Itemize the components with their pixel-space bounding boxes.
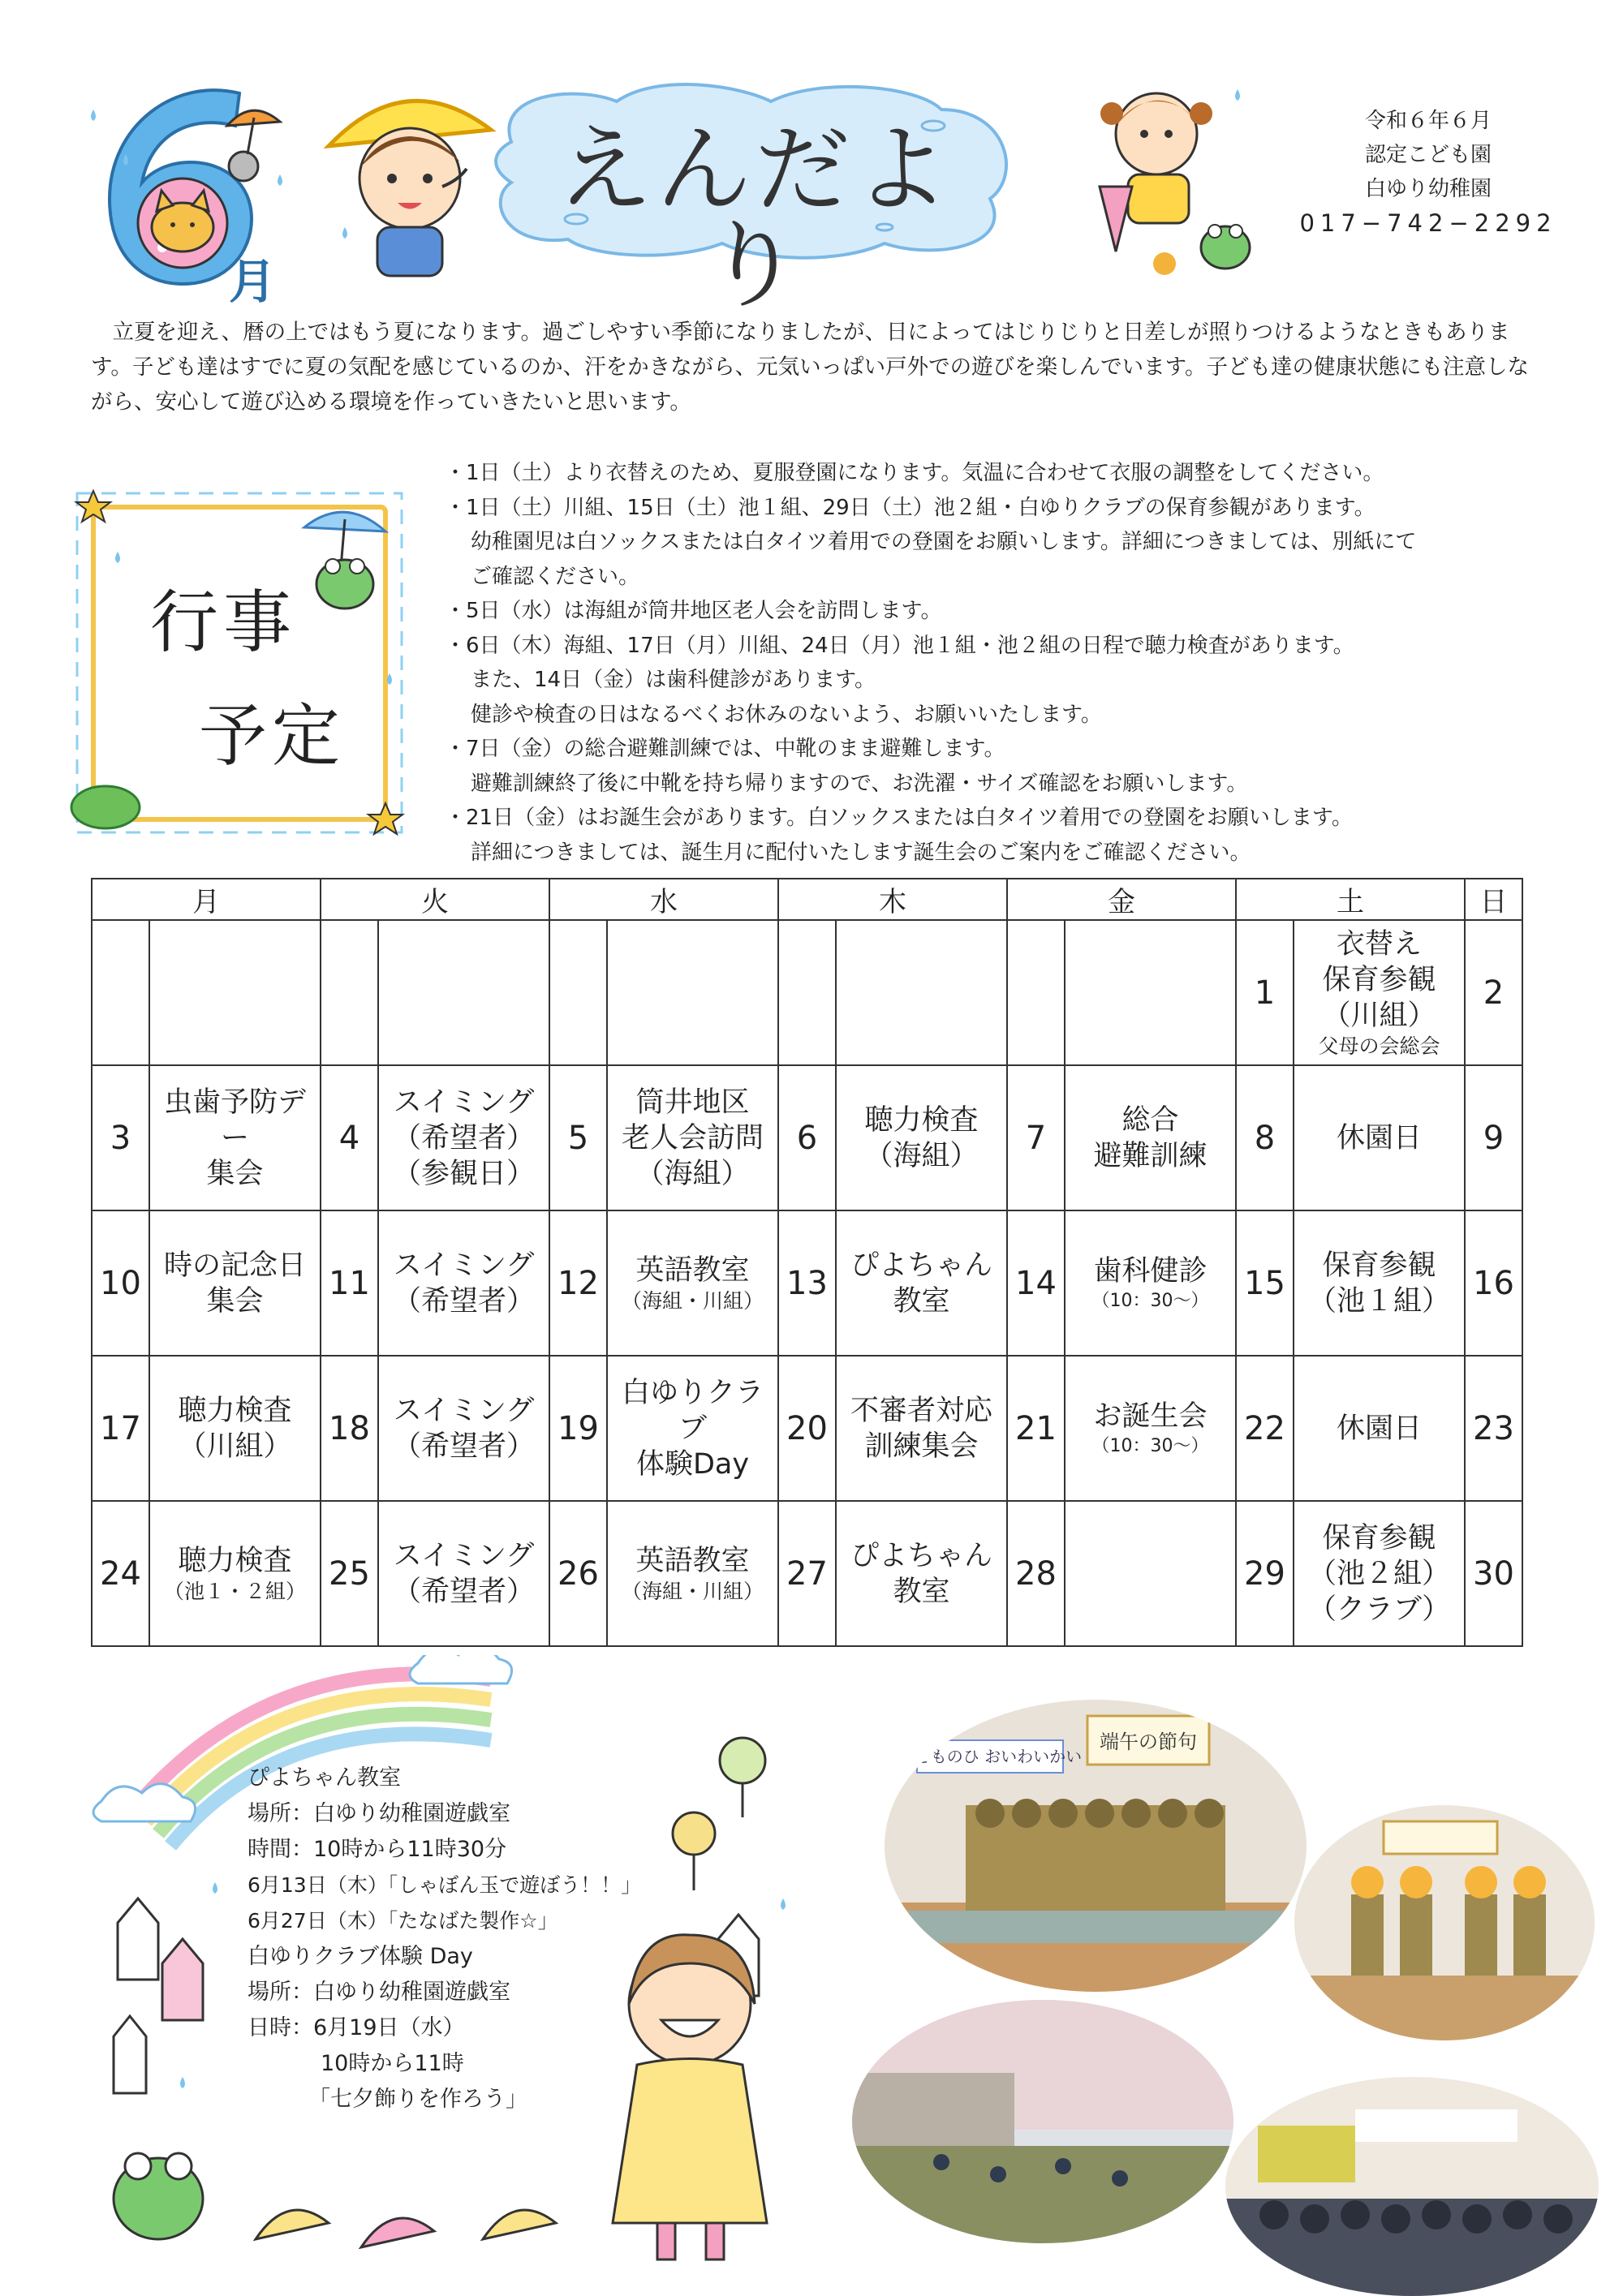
calendar-event-text: （川組） — [1322, 999, 1436, 1032]
calendar-event-text: 休園日 — [1336, 1121, 1422, 1154]
calendar-event-cell — [1294, 920, 1465, 1065]
calendar-date-number: 6 — [778, 1065, 836, 1210]
calendar-date-number: 25 — [321, 1501, 378, 1646]
calendar-event-text: 訓練集会 — [864, 1430, 979, 1463]
calendar-event-note: （池１・２組） — [163, 1579, 306, 1603]
calendar-event-text: 聴力検査 — [864, 1103, 979, 1137]
event-line: また、14日（金）は歯科健診があります。 — [471, 668, 876, 692]
calendar-date-number: 27 — [778, 1501, 836, 1646]
calendar-date-number: 7 — [1007, 1065, 1065, 1210]
calendar-event-text: （希望者） — [392, 1430, 535, 1463]
calendar-week-row — [92, 1065, 1522, 1210]
calendar-event-text: ぴよちゃん — [850, 1249, 992, 1282]
event-line: ・21日（金）はお誕生会があります。白ソックスまたは白タイツ着用での登園をお願いします。 — [445, 806, 1353, 830]
calendar-event-text: スイミング — [393, 1086, 535, 1119]
calendar-event-cell — [378, 1210, 549, 1356]
calendar-event-cell — [1065, 1210, 1236, 1356]
calendar-event-text: 聴力検査 — [178, 1544, 292, 1577]
calendar-event-cell — [149, 1501, 321, 1646]
calendar-event-text: 衣替え — [1336, 927, 1422, 961]
stage-banner-text: こどものひ おいわいかい — [898, 1747, 1083, 1766]
month-label: 月 — [229, 254, 277, 309]
phone-number: 017−742−2292 — [1299, 209, 1557, 237]
day-header-mon: 月 — [92, 879, 321, 920]
calendar-event-text: 集会 — [206, 1284, 264, 1318]
photo-stage-group — [885, 1700, 1307, 1992]
calendar-event-cell — [378, 1356, 549, 1501]
calendar-date-number: 28 — [1007, 1501, 1065, 1646]
calendar-date-number: 15 — [1236, 1210, 1294, 1356]
event-line: ご確認ください。 — [471, 564, 640, 589]
school-name: 白ゆり幼稚園 — [1364, 177, 1492, 201]
calendar-event-cell — [378, 1065, 549, 1210]
calendar-event-text: （クラブ） — [1307, 1593, 1451, 1626]
calendar-event-cell — [607, 1210, 778, 1356]
calendar-event-cell — [1065, 1065, 1236, 1210]
calendar-event-text: 教室 — [893, 1284, 950, 1318]
calendar-event-text: 老人会訪問 — [621, 1121, 764, 1154]
calendar-event-text: 白ゆりクラブ — [621, 1376, 764, 1445]
event-line: ・1日（土）川組、15日（土）池１組、29日（土）池２組・白ゆりクラブの保育参観があります。 — [445, 495, 1375, 520]
calendar-event-cell — [836, 1210, 1007, 1356]
classes-notice — [248, 1761, 686, 2118]
calendar-event-text: スイミング — [393, 1249, 535, 1282]
calendar-event-text: 集会 — [206, 1157, 264, 1190]
calendar-event-text: 教室 — [893, 1575, 950, 1608]
calendar-event-text: 聴力検査 — [178, 1394, 292, 1427]
calendar-date-number: 3 — [92, 1065, 149, 1210]
piyo-class-time: 時間：10時から11時30分 — [248, 1837, 507, 1862]
calendar-date-number: 19 — [549, 1356, 607, 1501]
calendar-event-cell — [149, 1065, 321, 1210]
event-line: ・7日（金）の総合避難訓練では、中靴のまま避難します。 — [445, 737, 1005, 761]
calendar-date-number: 21 — [1007, 1356, 1065, 1501]
calendar-week-row — [92, 920, 1522, 1065]
calendar-date-number: 13 — [778, 1210, 836, 1356]
school-type: 認定こども園 — [1364, 143, 1492, 167]
day-header-fri: 金 — [1007, 879, 1236, 920]
calendar-date-number: 11 — [321, 1210, 378, 1356]
calendar-event-cell — [1294, 1501, 1465, 1646]
calendar-event-cell — [836, 1501, 1007, 1646]
calendar-week-row — [92, 1210, 1522, 1356]
day-header-wed: 水 — [549, 879, 778, 920]
calendar-event-text: 総合 — [1121, 1103, 1179, 1137]
calendar-date-number — [778, 920, 836, 1065]
photo-children-performing — [1294, 1805, 1595, 2040]
calendar-event-text: 時の記念日 — [163, 1249, 306, 1282]
calendar-event-cell — [1065, 1356, 1236, 1501]
calendar-event-cell — [149, 1356, 321, 1501]
calendar-date-number: 10 — [92, 1210, 149, 1356]
calendar-date-number — [92, 920, 149, 1065]
photo-hall-audience — [1225, 2077, 1599, 2296]
calendar-body — [92, 920, 1522, 1646]
calendar-date-number: 18 — [321, 1356, 378, 1501]
calendar-date-number: 20 — [778, 1356, 836, 1501]
calendar-event-text: 不審者対応 — [850, 1394, 992, 1427]
day-header-tue: 火 — [321, 879, 549, 920]
calendar-event-text: （希望者） — [392, 1575, 535, 1608]
piyo-class-title: ぴよちゃん教室 — [248, 1765, 401, 1791]
calendar-event-text: （参観日） — [392, 1157, 535, 1190]
calendar-event-cell — [607, 1501, 778, 1646]
calendar-event-text: ぴよちゃん — [850, 1539, 992, 1572]
photo-outdoor-running — [852, 2000, 1233, 2243]
calendar-date-number: 26 — [549, 1501, 607, 1646]
day-header-sat: 土 — [1236, 879, 1465, 920]
events-list — [445, 456, 1581, 870]
newsletter-title: えんだより — [556, 114, 953, 321]
events-heading-line1: 行事 — [150, 583, 297, 662]
kindergarten-info — [1290, 104, 1566, 240]
event-line: 幼稚園児は白ソックスまたは白タイツ着用での登園をお願いします。詳細につきましては、別紙にて — [471, 530, 1417, 554]
calendar-date-number: 12 — [549, 1210, 607, 1356]
calendar-event-cell — [836, 920, 1007, 1065]
calendar-week-row — [92, 1501, 1522, 1646]
club-trial-theme: 「七夕飾りを作ろう」 — [308, 2087, 527, 2112]
calendar-event-text: スイミング — [393, 1539, 535, 1572]
calendar-date-number: 24 — [92, 1501, 149, 1646]
club-trial-date: 日時：6月19日（水） — [248, 2015, 465, 2040]
calendar-event-cell — [607, 1065, 778, 1210]
calendar-date-number: 17 — [92, 1356, 149, 1501]
calendar-date-number: 4 — [321, 1065, 378, 1210]
calendar-event-cell — [149, 1210, 321, 1356]
calendar-date-number — [1007, 920, 1065, 1065]
calendar-event-text: 保育参観 — [1322, 1521, 1436, 1554]
calendar-header-row — [92, 879, 1522, 920]
calendar-date-number: 22 — [1236, 1356, 1294, 1501]
issue-date: 令和６年６月 — [1364, 109, 1492, 133]
calendar-date-number: 30 — [1465, 1501, 1522, 1646]
calendar-date-number — [549, 920, 607, 1065]
calendar-date-number — [321, 920, 378, 1065]
calendar-event-cell — [607, 920, 778, 1065]
boy-with-umbrella-illustration — [321, 73, 499, 292]
event-line: ・1日（土）より衣替えのため、夏服登園になります。気温に合わせて衣服の調整をしてください。 — [445, 461, 1384, 485]
calendar-event-text: （希望者） — [392, 1121, 535, 1154]
calendar-event-cell — [607, 1356, 778, 1501]
calendar-date-number: 1 — [1236, 920, 1294, 1065]
calendar-event-cell — [1065, 920, 1236, 1065]
calendar-event-note: （海組・川組） — [621, 1579, 764, 1603]
calendar-event-cell — [1294, 1210, 1465, 1356]
calendar-event-text: 英語教室 — [635, 1253, 750, 1287]
calendar-event-text: 避難訓練 — [1093, 1139, 1208, 1172]
calendar-date-number: 2 — [1465, 920, 1522, 1065]
day-header-thu: 木 — [778, 879, 1007, 920]
calendar-date-number: 14 — [1007, 1210, 1065, 1356]
calendar-date-number: 9 — [1465, 1065, 1522, 1210]
club-trial-time: 10時から11時 — [321, 2051, 464, 2076]
calendar-event-text: お誕生会 — [1093, 1400, 1208, 1433]
calendar-event-text: （池１組） — [1307, 1284, 1450, 1318]
piyo-class-place: 場所：白ゆり幼稚園遊戯室 — [248, 1801, 510, 1826]
calendar-date-number: 8 — [1236, 1065, 1294, 1210]
calendar-event-cell — [1294, 1356, 1465, 1501]
events-heading-line2: 予定 — [199, 696, 346, 776]
calendar-event-cell — [836, 1065, 1007, 1210]
intro-paragraph: 立夏を迎え、暦の上ではもう夏になります。過ごしやすい季節になりましたが、日によってはじりじりと日差しが照りつけるようなときもあります。子ども達はすでに夏の気配を感じているのか、汗をかきながら、元気いっぱい戸外での遊びを楽しんでいます。子ども達の健康状態にも注意しながら、安心して遊び込める環境を作っていきたいと思います。 — [91, 320, 1530, 415]
calendar-event-text: 保育参観 — [1322, 1249, 1436, 1282]
calendar-event-text: 歯科健診 — [1093, 1254, 1208, 1288]
event-line: 避難訓練終了後に中靴を持ち帰りますので、お洗濯・サイズ確認をお願いします。 — [471, 771, 1248, 796]
calendar-event-note: 父母の会総会 — [1318, 1034, 1440, 1058]
calendar-date-number: 16 — [1465, 1210, 1522, 1356]
calendar-event-text: 虫歯予防デー — [163, 1086, 306, 1154]
calendar-event-text: スイミング — [393, 1394, 535, 1427]
stage-sign-text: 端午の節句 — [1100, 1731, 1197, 1753]
event-line: 詳細につきましては、誕生月に配付いたします誕生会のご案内をご確認ください。 — [471, 840, 1251, 865]
calendar-event-time: （10：30〜） — [1091, 1290, 1209, 1311]
calendar-event-text: （海組） — [635, 1157, 750, 1190]
calendar-event-text: 体験Day — [635, 1447, 750, 1481]
calendar-event-cell — [836, 1356, 1007, 1501]
calendar-event-text: 休園日 — [1336, 1412, 1422, 1445]
calendar-event-text: 筒井地区 — [635, 1086, 750, 1119]
june-calendar — [91, 878, 1523, 1647]
calendar-event-cell — [149, 920, 321, 1065]
calendar-event-text: （希望者） — [392, 1284, 535, 1318]
calendar-event-cell — [1294, 1065, 1465, 1210]
calendar-event-text: （海組） — [864, 1139, 979, 1172]
calendar-event-text: 英語教室 — [635, 1544, 750, 1577]
calendar-event-text: 保育参観 — [1322, 963, 1436, 996]
day-header-sun: 日 — [1465, 879, 1522, 920]
calendar-event-note: （海組・川組） — [621, 1288, 764, 1313]
calendar-event-cell — [378, 1501, 549, 1646]
club-trial-place: 場所：白ゆり幼稚園遊戯室 — [248, 1980, 510, 2005]
calendar-date-number: 5 — [549, 1065, 607, 1210]
calendar-week-row — [92, 1356, 1522, 1501]
piyo-class-date-2: 6月27日（木）「たなばた製作☆」 — [248, 1909, 558, 1933]
girl-and-frog-illustration — [1091, 65, 1262, 284]
calendar-event-text: （川組） — [178, 1430, 292, 1463]
event-line: 健診や検査の日はなるべくお休みのないよう、お願いいたします。 — [471, 702, 1102, 727]
calendar-event-cell — [378, 920, 549, 1065]
club-trial-title: 白ゆりクラブ体験 Day — [248, 1944, 473, 1969]
calendar-event-text: （池２組） — [1307, 1557, 1450, 1590]
calendar-event-cell — [1065, 1501, 1236, 1646]
piyo-class-date-1: 6月13日（木）「しゃぼん玉で遊ぼう！！」 — [248, 1873, 642, 1897]
calendar-date-number: 23 — [1465, 1356, 1522, 1501]
event-line: ・6日（木）海組、17日（月）川組、24日（月）池１組・池２組の日程で聴力検査があります。 — [445, 633, 1354, 658]
calendar-event-time: （10：30〜） — [1091, 1435, 1209, 1456]
calendar-date-number: 29 — [1236, 1501, 1294, 1646]
event-line: ・5日（水）は海組が筒井地区老人会を訪問します。 — [445, 599, 942, 623]
